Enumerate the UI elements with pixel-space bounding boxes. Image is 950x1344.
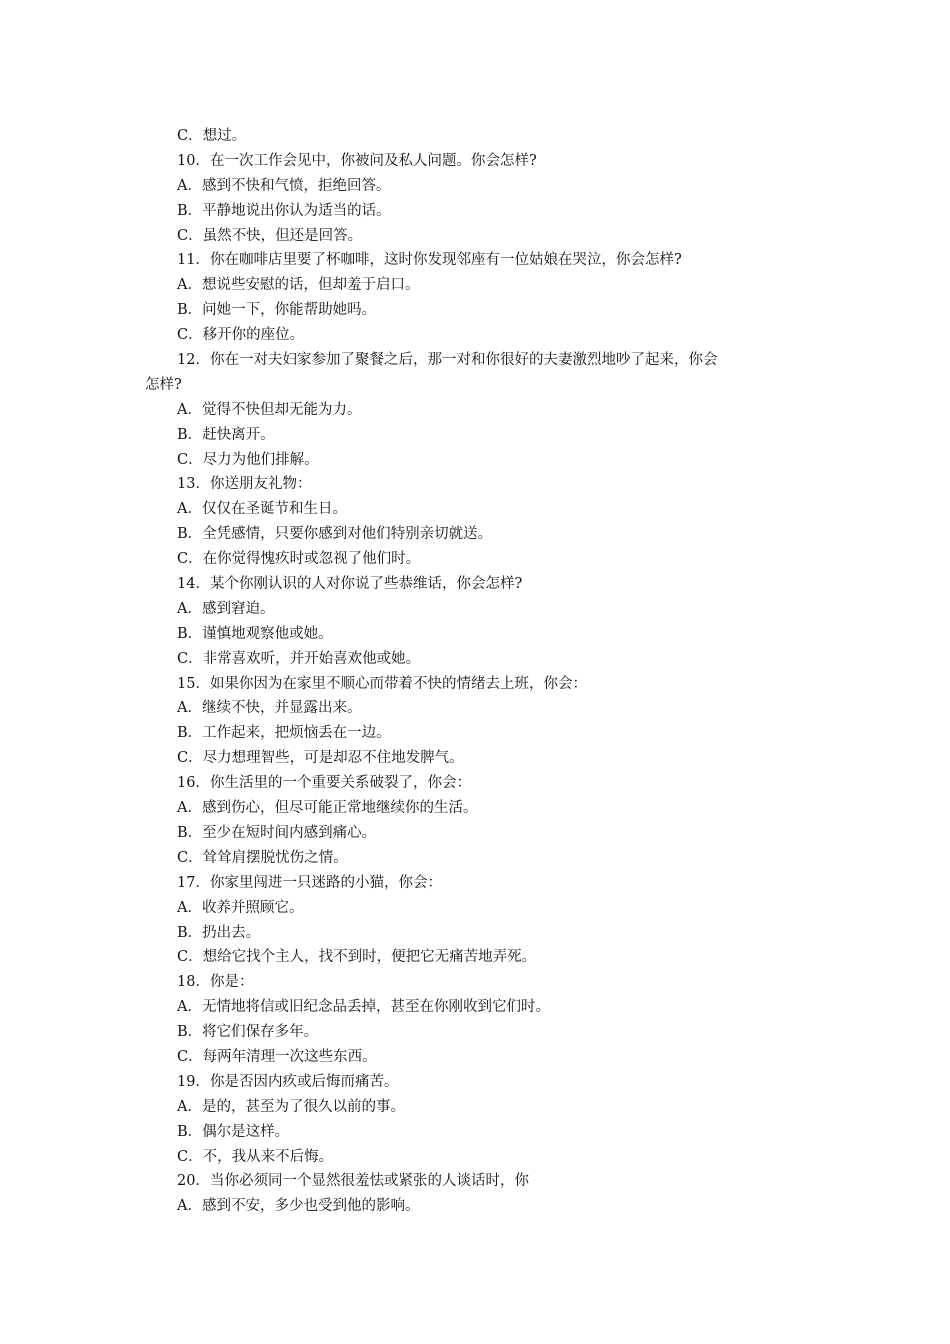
- answer-option-c: C．尽力为他们排解。: [177, 451, 319, 468]
- answer-option-c: C．每两年清理一次这些东西。: [177, 1048, 377, 1065]
- answer-option-c: C．想过。: [177, 128, 247, 144]
- question-20: 20．当你必须同一个显然很羞怯或紧张的人谈话时，你: [177, 1173, 529, 1190]
- answer-option-b: B．将它们保存多年。: [177, 1024, 319, 1041]
- question-14: 14．某个你刚认识的人对你说了些恭维话，你会怎样?: [177, 576, 523, 593]
- answer-option-c: C．移开你的座位。: [177, 327, 305, 344]
- question-11: 11．你在咖啡店里要了杯咖啡，这时你发现邻座有一位姑娘在哭泣，你会怎样?: [177, 252, 682, 269]
- answer-option-c: C．尽力想理智些，可是却忍不住地发脾气。: [177, 750, 464, 767]
- answer-option-a: A．感到窘迫。: [177, 600, 275, 617]
- answer-option-b: B．平静地说出你认为适当的话。: [177, 202, 391, 219]
- questionnaire-text: [145, 124, 815, 1219]
- question-17: 17．你家里闯进一只迷路的小猫，你会：: [177, 874, 442, 891]
- answer-option-a: A．收养并照顾它。: [177, 899, 304, 916]
- answer-option-b: B．谨慎地观察他或她。: [177, 625, 333, 642]
- answer-option-c: C．想给它找个主人，找不到时，便把它无痛苦地弄死。: [177, 949, 537, 966]
- question-continuation: 怎样?: [145, 376, 182, 393]
- answer-option-a: A．是的，甚至为了很久以前的事。: [177, 1098, 405, 1115]
- answer-option-b: B．扔出去。: [177, 924, 261, 941]
- answer-option-a: A．感到不快和气愤，拒绝回答。: [177, 177, 391, 194]
- question-15: 15．如果你因为在家里不顺心而带着不快的情绪去上班，你会：: [177, 675, 587, 692]
- question-13: 13．你送朋友礼物：: [177, 476, 312, 493]
- answer-option-b: B．工作起来，把烦恼丢在一边。: [177, 725, 391, 742]
- answer-option-a: A．感到伤心，但尽可能正常地继续你的生活。: [177, 800, 478, 817]
- answer-option-c: C．耸耸肩摆脱忧伤之情。: [177, 849, 348, 866]
- answer-option-c: C．非常喜欢听，并开始喜欢他或她。: [177, 650, 421, 667]
- question-12: 12．你在一对夫妇家参加了聚餐之后，那一对和你很好的夫妻激烈地吵了起来，你会: [177, 352, 718, 369]
- answer-option-a: A．无情地将信或旧纪念品丢掉，甚至在你刚收到它们时。: [177, 999, 550, 1016]
- answer-option-b: B．全凭感情，只要你感到对他们特别亲切就送。: [177, 526, 493, 543]
- answer-option-b: B．偶尔是这样。: [177, 1123, 290, 1140]
- answer-option-c: C．不，我从来不后悔。: [177, 1148, 334, 1165]
- answer-option-a: A．感到不安，多少也受到他的影响。: [177, 1198, 420, 1215]
- answer-option-c: C．在你觉得愧疚时或忽视了他们时。: [177, 551, 421, 568]
- question-10: 10．在一次工作会见中，你被问及私人问题。你会怎样?: [177, 152, 537, 169]
- question-16: 16．你生活里的一个重要关系破裂了，你会：: [177, 775, 471, 792]
- answer-option-a: A．继续不快，并显露出来。: [177, 700, 362, 717]
- answer-option-b: B．赶快离开。: [177, 426, 275, 443]
- question-19: 19．你是否因内疚或后悔而痛苦。: [177, 1073, 399, 1090]
- answer-option-b: B．至少在短时间内感到痛心。: [177, 824, 377, 841]
- answer-option-c: C．虽然不快，但还是回答。: [177, 227, 363, 244]
- answer-option-a: A．仅仅在圣诞节和生日。: [177, 501, 347, 518]
- answer-option-a: A．想说些安慰的话，但却羞于启口。: [177, 277, 420, 294]
- question-18: 18．你是：: [177, 974, 254, 991]
- answer-option-b: B．问她一下，你能帮助她吗。: [177, 302, 377, 319]
- answer-option-a: A．觉得不快但却无能为力。: [177, 401, 362, 418]
